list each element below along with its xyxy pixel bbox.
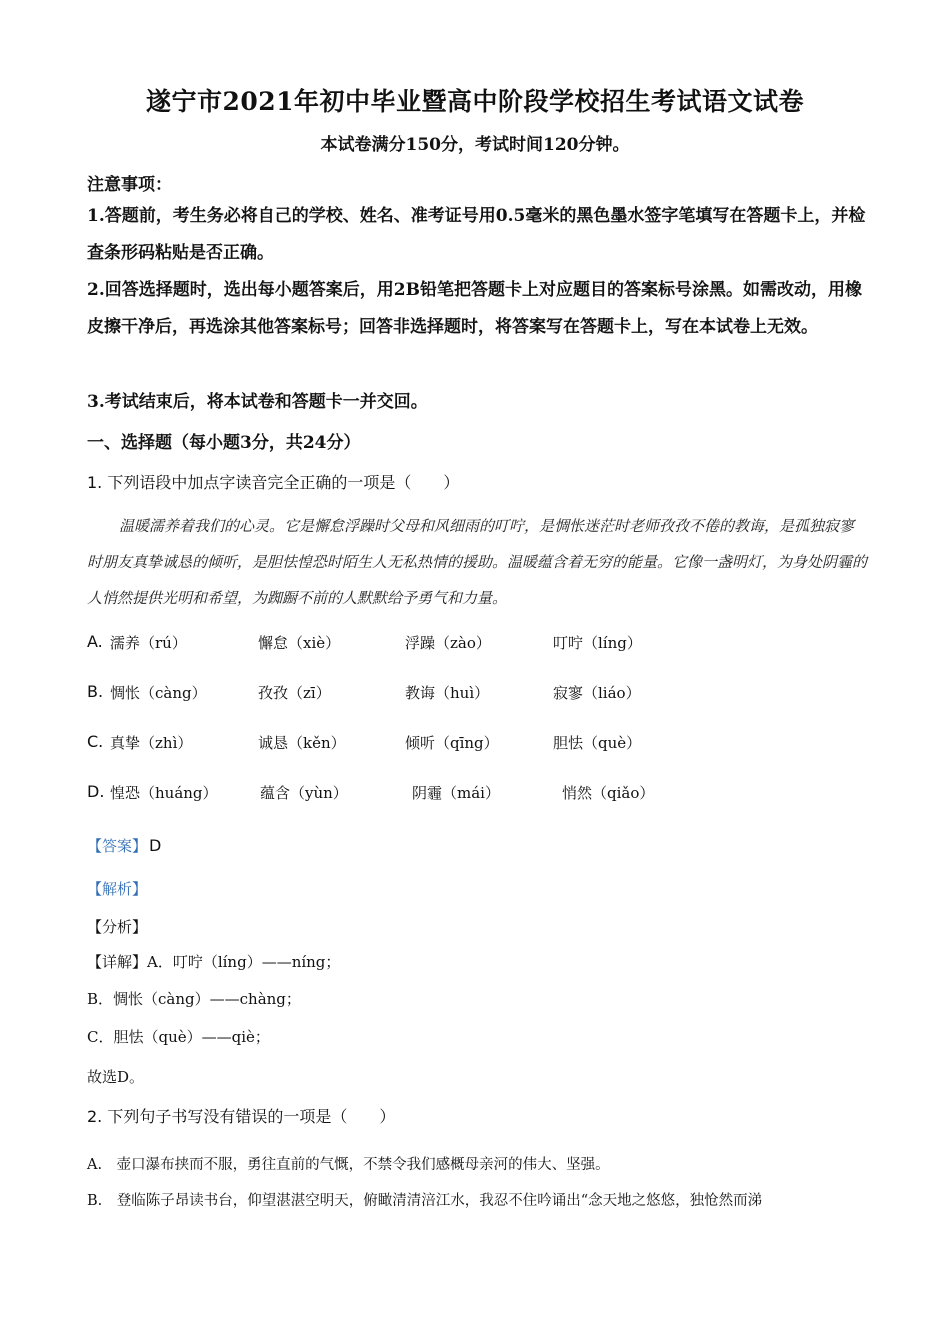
- note-item-3: 3.考试结束后，将本试卷和答题卡一并交回。: [87, 392, 428, 412]
- page-subtitle: 本试卷满分150分，考试时间120分钟。: [320, 135, 630, 155]
- option-item: 诚恳（kěn）: [258, 734, 346, 752]
- detail-line-2: B．惆怅（càng）——chàng；: [87, 990, 301, 1008]
- fenxi-label: 【分析】: [87, 918, 148, 936]
- q2-option-b: B. 登临陈子昂读书台，仰望湛湛空明天，俯瞰清清涪江水，我忍不住吟诵出“念天地之悠悠，独怆然而涕: [87, 1193, 763, 1209]
- option-letter: C.: [87, 732, 104, 751]
- option-item: 浮躁（zào）: [405, 634, 491, 652]
- question-1-passage: 温暖濡养着我们的心灵。它是懈怠浮躁时父母和风细雨的叮咛，是惆怅迷茫时老师孜孜不倦的教诲，是孤独寂寥时朋友真挚诚恳的倾听，是胆怯惶恐时陌生人无私热情的援助。温暖蕴含着无穷的能量。它像一盏明灯，为身处阴霾的人悄然提供光明和希望，为踟蹰不前的人默默给予勇气和力量。: [87, 517, 868, 607]
- detail-line-1: 【详解】A．叮咛（líng）——níng；: [87, 953, 341, 971]
- option-item: 教诲（huì）: [405, 684, 490, 702]
- option-item: 懈怠（xiè）: [258, 634, 341, 652]
- option-item: 蕴含（yùn）: [260, 784, 348, 802]
- option-item: 濡养（rú）: [110, 634, 187, 652]
- answer-value: D: [149, 836, 162, 855]
- option-item: 惶恐（huáng）: [110, 784, 218, 802]
- option-item: 孜孜（zī）: [258, 684, 331, 702]
- note-item-2: 2.回答选择题时，选出每小题答案后，用2B铅笔把答题卡上对应题目的答案标号涂黑。如需改动，用橡皮擦干净后，再选涂其他答案标号；回答非选择题时，将答案写在答题卡上，写在本试卷上无效。: [87, 280, 862, 337]
- section-heading: 一、选择题（每小题3分，共24分）: [87, 433, 361, 453]
- option-item: 叮咛（líng）: [553, 634, 642, 652]
- analysis-label: 【解析】: [87, 880, 148, 898]
- option-item: 倾听（qīng）: [405, 734, 499, 752]
- option-item: 阴霾（mái）: [412, 784, 500, 802]
- detail-line-3: C．胆怯（què）——qiè；: [87, 1028, 270, 1046]
- answer-label: 【答案】: [87, 837, 148, 855]
- question-2-stem: 2. 下列句子书写没有错误的一项是（ ）: [87, 1107, 396, 1126]
- option-letter: D.: [87, 782, 105, 801]
- option-item: 惆怅（càng）: [110, 684, 207, 702]
- option-item: 寂寥（liáo）: [553, 684, 641, 702]
- notes-heading: 注意事项：: [87, 175, 172, 195]
- answer-line: [87, 835, 161, 856]
- q2-option-a: A. 壶口瀑布挟而不服，勇往直前的气慨，不禁令我们感概母亲河的伟大、坚强。: [87, 1157, 610, 1173]
- page-title: 遂宁市2021年初中毕业暨高中阶段学校招生考试语文试卷: [145, 87, 805, 116]
- option-item: 胆怯（què）: [553, 734, 642, 752]
- note-item-1: 1.答题前，考生务必将自己的学校、姓名、准考证号用0.5毫米的黑色墨水签字笔填写在答题卡上，并检查条形码粘贴是否正确。: [87, 206, 866, 263]
- option-letter: B.: [87, 682, 104, 701]
- option-item: 真挚（zhì）: [110, 734, 193, 752]
- detail-conclusion: 故选D。: [87, 1068, 145, 1086]
- question-1-stem: 1. 下列语段中加点字读音完全正确的一项是（ ）: [87, 473, 460, 492]
- option-letter: A.: [87, 632, 103, 651]
- option-item: 悄然（qiǎo）: [562, 784, 655, 802]
